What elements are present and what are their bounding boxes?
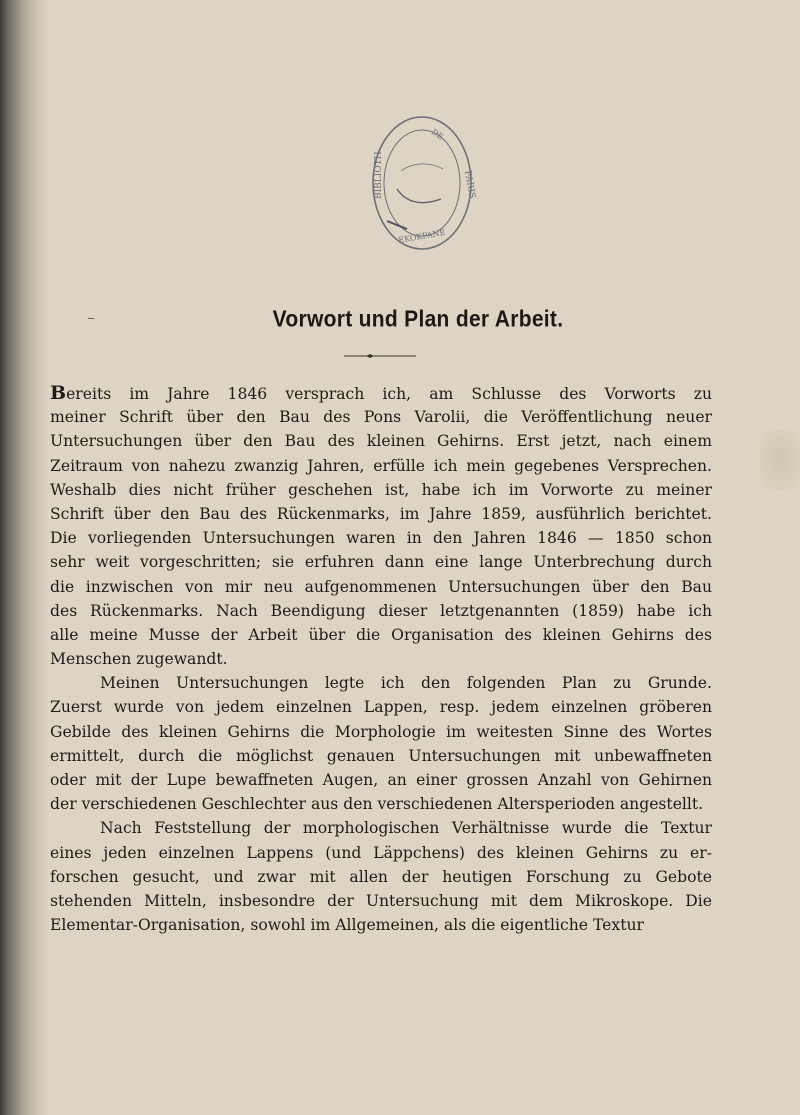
text-line: die inzwischen von mir neu aufgenommenen Untersuchungen über den Bau bbox=[50, 577, 712, 596]
text-line: Elementar-Organisation, sowohl im Allgemeinen, als die eigentliche Textur bbox=[50, 916, 644, 935]
text-line: Zeitraum von nahezu zwanzig Jahren, erfülle ich mein gegebenes Versprechen. bbox=[50, 456, 712, 475]
text-line: oder mit der Lupe bewaffneten Augen, an einer grossen Anzahl von Gehirnen bbox=[50, 771, 712, 789]
text-line bbox=[50, 381, 712, 405]
drop-cap-letter: B bbox=[50, 382, 67, 404]
text-line: eines jeden einzelnen Lappens (und Läppchens) des kleinen Gehirns zu er- bbox=[50, 843, 712, 862]
text-line: Gebilde des kleinen Gehirns die Morphologie im weitesten Sinne des Wortes bbox=[50, 722, 712, 741]
text-line: stehenden Mitteln, insbesondre der Untersuchung mit dem Mikroskope. Die bbox=[50, 891, 712, 910]
text-line: Untersuchungen über den Bau des kleinen Gehirns. Erst jetzt, nach einem bbox=[50, 432, 712, 451]
page-heading bbox=[0, 307, 800, 333]
binding-gutter-shadow bbox=[0, 0, 48, 1115]
text-line: der verschiedenen Geschlechter aus den verschiedenen Altersperioden angestellt. bbox=[50, 795, 704, 814]
text-line: Meinen Untersuchungen legte ich den folgenden Plan zu Grunde. bbox=[100, 674, 712, 693]
text-line: meiner Schrift über den Bau des Pons Varolii, die Veröffentlichung neuer bbox=[50, 408, 712, 427]
body-text bbox=[50, 381, 712, 937]
library-stamp bbox=[367, 111, 477, 261]
text-line: des Rückenmarks. Nach Beendigung dieser letztgenannten (1859) habe ich bbox=[50, 601, 712, 620]
svg-text:PARIS: PARIS bbox=[462, 169, 477, 200]
text-line: Schrift über den Bau des Rückenmarks, im Jahre 1859, ausführlich berichtet. bbox=[50, 504, 712, 523]
text-line-content: ereits im Jahre 1846 versprach ich, am Schlusse des Vorworts zu bbox=[66, 385, 712, 403]
svg-text:EKOKPANE: EKOKPANE bbox=[397, 227, 447, 245]
paper-stain bbox=[760, 430, 800, 490]
heading-ornament-rule bbox=[344, 352, 416, 360]
text-line: ermittelt, durch die möglichst genauen Untersuchungen mit unbewaffneten bbox=[50, 746, 712, 765]
text-line: alle meine Musse der Arbeit über die Organisation des kleinen Gehirns des bbox=[50, 625, 712, 644]
svg-text:BIBLIOTH: BIBLIOTH bbox=[374, 151, 384, 199]
text-line: sehr weit vorgeschritten; sie erfuhren dann eine lange Unterbrechung durch bbox=[50, 553, 712, 572]
heading-text: Vorwort und Plan der Arbeit. bbox=[272, 307, 564, 332]
text-line: Zuerst wurde von jedem einzelnen Lappen, resp. jedem einzelnen gröberen bbox=[50, 698, 712, 717]
text-line: forschen gesucht, und zwar mit allen der heutigen Forschung zu Gebote bbox=[50, 867, 712, 886]
text-line: Menschen zugewandt. bbox=[50, 650, 228, 669]
svg-text:DE: DE bbox=[429, 127, 446, 142]
text-line: Die vorliegenden Untersuchungen waren in den Jahren 1846 — 1850 schon bbox=[50, 529, 712, 548]
text-line: Nach Feststellung der morphologischen Verhältnisse wurde die Textur bbox=[100, 819, 712, 838]
text-line: Weshalb dies nicht früher geschehen ist, habe ich im Vorworte zu meiner bbox=[50, 480, 712, 499]
